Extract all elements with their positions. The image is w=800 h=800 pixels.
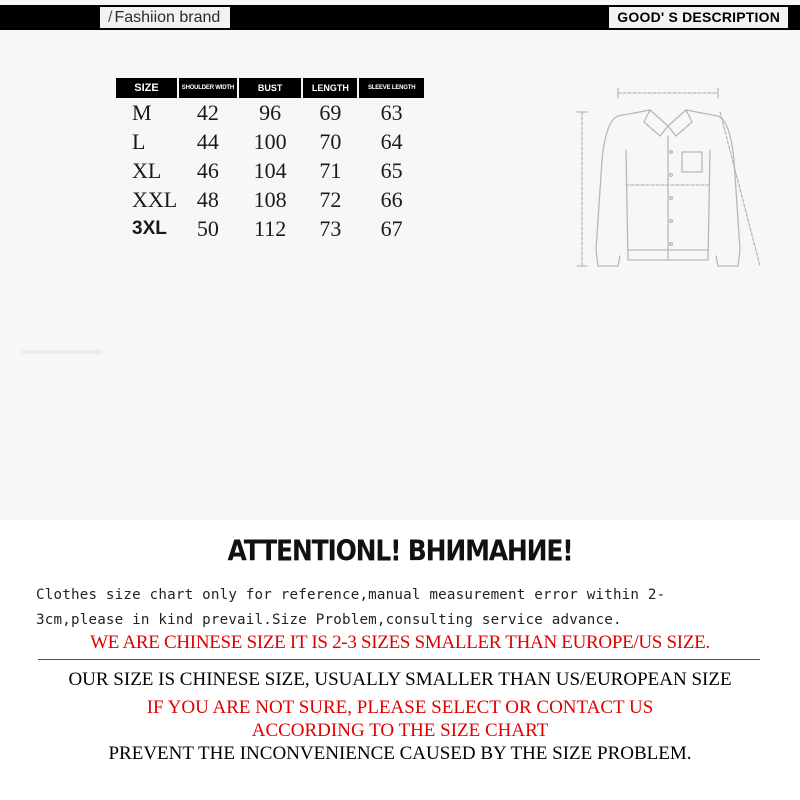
bust-cell: 100	[253, 128, 287, 154]
length-cell: 72	[319, 186, 342, 212]
column-header-size: SIZE	[116, 78, 178, 98]
size-cell: XL	[132, 157, 162, 183]
prevent-inconvenience-notice: PREVENT THE INCONVENIENCE CAUSED BY THE SIZE PROBLEM.	[108, 743, 692, 764]
bust-cell: 96	[259, 99, 282, 125]
length-cell: 73	[319, 215, 342, 241]
brand-slash: /	[108, 9, 113, 26]
shoulder-cell: 44	[196, 128, 219, 154]
column-header-sleeve: SLEEVE LENGTH	[358, 78, 425, 98]
length-cell: 71	[319, 157, 342, 183]
length-cell: 70	[319, 128, 342, 154]
brand-label	[100, 7, 230, 28]
column-header-shoulder: SHOULDER WIDTH	[178, 78, 238, 98]
bust-cell: 104	[253, 157, 287, 183]
sleeve-cell: 65	[380, 157, 403, 183]
table-row	[116, 98, 425, 127]
shirt-measurement-diagram-icon	[568, 80, 778, 290]
shoulder-cell: 50	[196, 215, 219, 241]
table-row	[116, 214, 425, 243]
size-chart-notice: ACCORDING TO THE SIZE CHART	[251, 720, 549, 741]
shoulder-cell: 46	[196, 157, 219, 183]
bust-cell: 108	[253, 186, 287, 212]
divider-line	[38, 659, 760, 660]
contact-us-notice: IF YOU ARE NOT SURE, PLEASE SELECT OR CONTACT US	[146, 697, 654, 718]
sleeve-cell: 64	[380, 128, 403, 154]
size-chart-table	[116, 78, 426, 243]
shoulder-cell: 42	[196, 99, 219, 125]
sleeve-cell: 63	[380, 99, 403, 125]
shoulder-cell: 48	[196, 186, 219, 212]
length-cell: 69	[319, 99, 342, 125]
header-bar	[0, 5, 800, 30]
usual-size-notice: OUR SIZE IS CHINESE SIZE, USUALLY SMALLER THAN US/EUROPEAN SIZE	[68, 669, 732, 690]
sleeve-cell: 66	[380, 186, 403, 212]
column-header-length: LENGTH	[302, 78, 358, 98]
size-cell: L	[132, 128, 146, 154]
reference-line-1: Clothes size chart only for reference,manual measurement error within 2-	[36, 587, 666, 603]
size-cell: 3XL	[132, 217, 167, 239]
reference-line-2: 3cm,please in kind prevail.Size Problem,consulting service advance.	[36, 612, 622, 628]
size-cell: M	[132, 99, 152, 125]
table-row	[116, 127, 425, 156]
size-cell: XXL	[132, 186, 178, 212]
table-row	[116, 156, 425, 185]
attention-heading: ATTENTIONL! ВНИМАНИЕ!	[227, 533, 573, 568]
table-header-row	[116, 78, 425, 98]
column-header-bust: BUST	[238, 78, 303, 98]
goods-description-label: GOOD' S DESCRIPTION	[609, 7, 788, 28]
chinese-size-warning: WE ARE CHINESE SIZE IT IS 2-3 SIZES SMALLER THAN EUROPE/US SIZE.	[90, 632, 710, 653]
reference-note	[36, 583, 766, 633]
table-row	[116, 185, 425, 214]
brand-name: Fashiion brand	[114, 9, 221, 26]
bust-cell: 112	[254, 215, 287, 241]
faint-divider	[22, 350, 102, 354]
sleeve-cell: 67	[380, 215, 403, 241]
